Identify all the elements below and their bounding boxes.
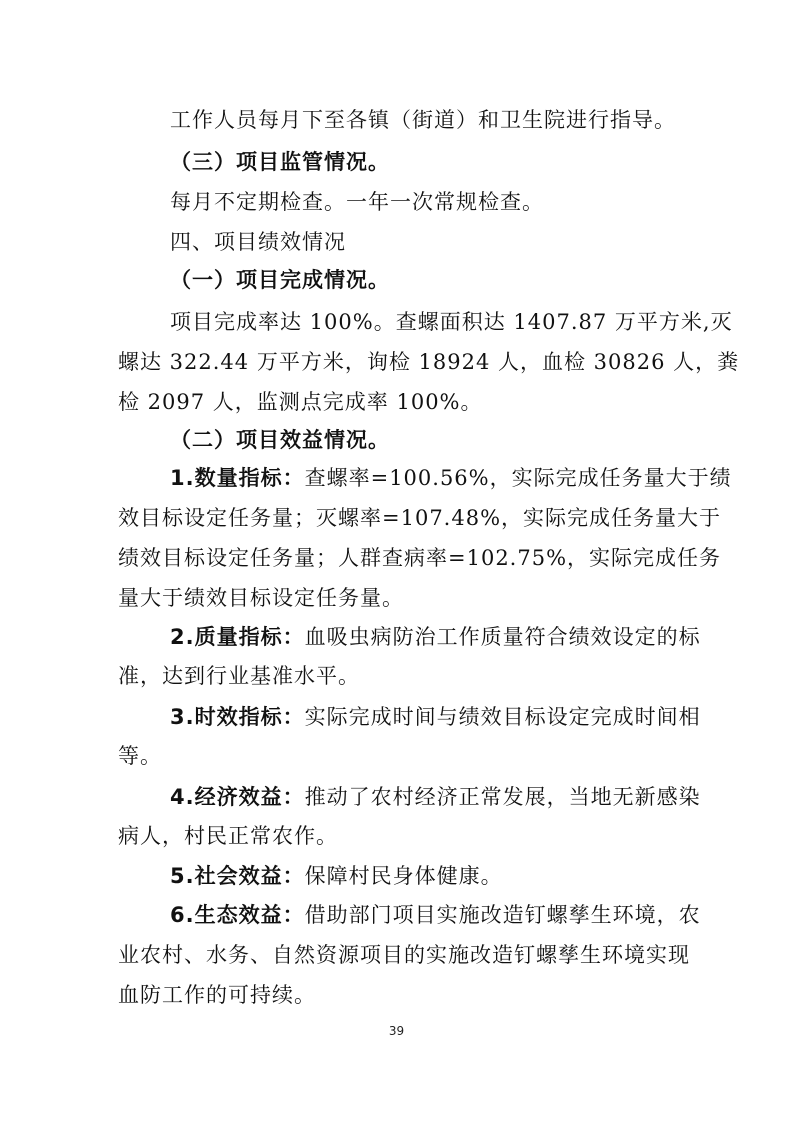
paragraph-line [118, 546, 793, 570]
paragraph-line [118, 824, 793, 848]
text: 工作人员每月下至各镇（街道）和卫生院进行指导。 [170, 108, 676, 132]
text: 四、项目绩效情况 [170, 230, 346, 254]
text: 准，达到行业基准水平。 [118, 664, 360, 688]
text: 绩效目标设定任务量；人群查病率=102.75%，实际完成任务 [118, 546, 722, 570]
text: 保障村民身体健康。 [304, 864, 503, 888]
text: 血防工作的可持续。 [118, 983, 316, 1007]
text: 推动了农村经济正常发展，当地无新感染 [304, 785, 701, 809]
text: 业农村、水务、自然资源项目的实施改造钉螺孳生环境实现 [118, 943, 690, 967]
paragraph-line [170, 108, 793, 132]
page-number: 39 [388, 1024, 405, 1038]
text: 项目完成率达 100%。查螺面积达 1407.87 万平方米,灭 [170, 310, 733, 334]
indicator-item-economic [170, 785, 793, 809]
item-label: 4.经济效益： [170, 785, 305, 809]
subheading-benefits [170, 428, 793, 452]
text: （二）项目效益情况。 [170, 428, 390, 452]
indicator-item-quality [170, 625, 793, 649]
paragraph-line [118, 390, 793, 414]
indicator-item-social [170, 864, 793, 888]
item-label: 6.生态效益： [170, 903, 305, 927]
item-label: 1.数量指标： [170, 466, 305, 490]
paragraph-line [118, 983, 793, 1007]
paragraph-line [118, 350, 793, 374]
section-heading-performance [170, 230, 793, 254]
paragraph-line [170, 190, 793, 214]
item-label: 5.社会效益： [170, 864, 305, 888]
text: 效目标设定任务量；灭螺率=107.48%，实际完成任务量大于 [118, 506, 722, 530]
paragraph-line [170, 310, 793, 334]
indicator-item-quantity [170, 466, 793, 490]
paragraph-line [118, 943, 793, 967]
text: 病人，村民正常农作。 [118, 824, 338, 848]
text: （三）项目监管情况。 [170, 150, 390, 174]
text: 每月不定期检查。一年一次常规检查。 [170, 190, 544, 214]
text: （一）项目完成情况。 [170, 268, 390, 292]
text: 查螺率=100.56%，实际完成任务量大于绩 [304, 466, 732, 490]
text: 量大于绩效目标设定任务量。 [118, 586, 404, 610]
subheading-completion [170, 268, 793, 292]
paragraph-line [118, 506, 793, 530]
item-label: 3.时效指标： [170, 705, 305, 729]
text: 实际完成时间与绩效目标设定完成时间相 [304, 705, 701, 729]
item-label: 2.质量指标： [170, 625, 305, 649]
text: 等。 [118, 744, 162, 768]
text: 借助部门项目实施改造钉螺孳生环境，农 [304, 903, 701, 927]
subheading-project-supervision [170, 150, 793, 174]
text: 血吸虫病防治工作质量符合绩效设定的标 [304, 625, 701, 649]
indicator-item-ecological [170, 903, 793, 927]
paragraph-line [118, 586, 793, 610]
indicator-item-timeliness [170, 705, 793, 729]
text: 检 2097 人，监测点完成率 100%。 [118, 390, 483, 414]
paragraph-line [118, 664, 793, 688]
paragraph-line [118, 744, 793, 768]
text: 螺达 322.44 万平方米，询检 18924 人，血检 30826 人，粪 [118, 350, 740, 374]
